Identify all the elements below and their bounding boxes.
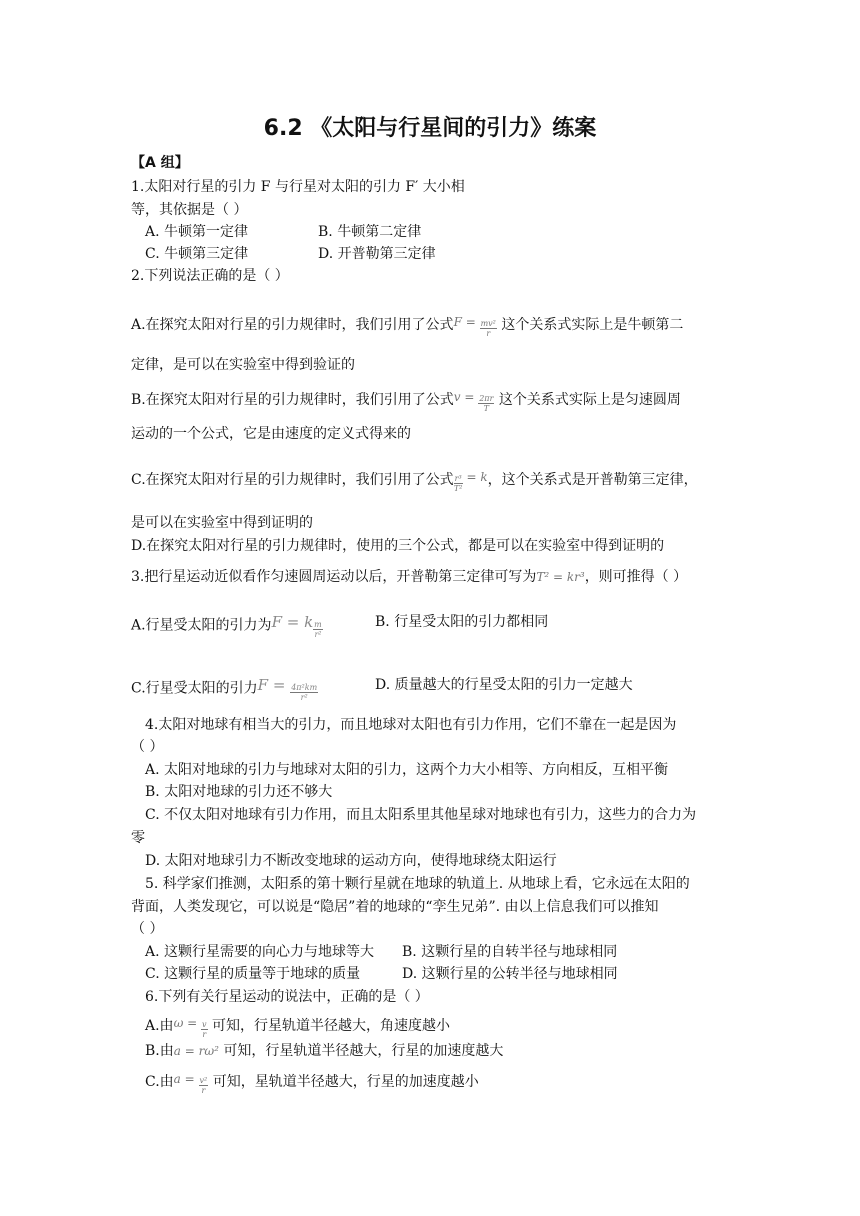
q2-a-text2: 这个关系式实际上是牛顿第二 bbox=[501, 317, 684, 333]
formula-f-mv2-over-r: F = $\frac{\text{mv²}}{r}$ bbox=[453, 315, 496, 338]
q6-option-c bbox=[145, 1069, 479, 1095]
q2-option-c-line2: 是可以在实验室中得到证明的 bbox=[131, 515, 313, 531]
q6-b-post: 可知，行星轨道半径越大，行星的加速度越大 bbox=[223, 1043, 504, 1059]
formula-v-2pir-over-t: v = $\frac{2\pi r}{T}$ bbox=[453, 390, 494, 413]
q2-option-b-line1 bbox=[131, 387, 681, 413]
formula-a-r-omega2: a = rω² bbox=[173, 1044, 219, 1058]
q4-option-c-line2: 零 bbox=[131, 830, 145, 846]
q2-stem: 2.下列说法正确的是（ ） bbox=[131, 268, 289, 284]
q6-option-b bbox=[145, 1041, 503, 1061]
q3-a-text: A.行星受太阳的引力为 bbox=[131, 617, 272, 634]
q1-option-c: C. 牛顿第三定律 bbox=[145, 246, 249, 262]
q2-c-text1: C.在探究太阳对行星的引力规律时，我们引用了公式 bbox=[131, 472, 454, 488]
formula-r3-over-t2-eq-k: $\frac{\text{r³}}{\text{T²}}$ = k bbox=[453, 470, 488, 493]
q6-a-pre: A.由 bbox=[145, 1018, 174, 1034]
q1-option-b: B. 牛顿第二定律 bbox=[318, 224, 422, 240]
q2-option-a-line2: 定律，是可以在实验室中得到验证的 bbox=[131, 357, 355, 373]
q3-option-b: B. 行星受太阳的引力都相同 bbox=[375, 614, 549, 630]
q4-option-a: A. 太阳对地球的引力与地球对太阳的引力，这两个力大小相等、方向相反，互相平衡 bbox=[145, 762, 669, 778]
q5-option-c: C. 这颗行星的质量等于地球的质量 bbox=[145, 966, 361, 982]
q3-stem-text1: 3.把行星运动近似看作匀速圆周运动以后，开普勒第三定律可写为 bbox=[131, 569, 537, 585]
q2-b-text1: B.在探究太阳对行星的引力规律时，我们引用了公式 bbox=[131, 392, 454, 408]
q3-stem-text2: ，则可推得（ ） bbox=[584, 569, 688, 585]
q2-option-c-line1 bbox=[131, 467, 698, 493]
q3-option-a bbox=[131, 612, 323, 639]
q3-stem bbox=[131, 567, 687, 587]
formula-t2-eq-kr3: T² = kr³ bbox=[536, 570, 585, 584]
q4-option-c-line1: C. 不仅太阳对地球有引力作用，而且太阳系里其他星球对地球也有引力，这些力的合力为 bbox=[145, 807, 697, 823]
formula-a-v2-over-r: a = $\frac{\text{v²}}{r}$ bbox=[173, 1072, 208, 1095]
q2-b-text2: 这个关系式实际上是匀速圆周 bbox=[498, 392, 681, 408]
q2-c-text2: ，这个关系式是开普勒第三定律， bbox=[487, 472, 698, 488]
q1-option-d: D. 开普勒第三定律 bbox=[318, 246, 436, 262]
q3-option-d: D. 质量越大的行星受太阳的引力一定越大 bbox=[375, 677, 633, 693]
q5-stem-line3: （ ） bbox=[131, 921, 164, 937]
q1-option-a: A. 牛顿第一定律 bbox=[145, 224, 249, 240]
q2-option-b-line2: 运动的一个公式，它是由速度的定义式得来的 bbox=[131, 426, 411, 442]
q4-option-d: D. 太阳对地球引力不断改变地球的运动方向，使得地球绕太阳运行 bbox=[145, 853, 557, 869]
formula-f-k-m-over-r2: F = k $\frac{m}{\text{r²}}$ bbox=[271, 613, 322, 639]
q6-c-pre: C.由 bbox=[145, 1074, 174, 1090]
q6-c-post: 可知，星轨道半径越大，行星的加速度越小 bbox=[212, 1074, 479, 1090]
q3-option-c bbox=[131, 675, 318, 702]
q5-option-d: D. 这颗行星的公转半径与地球相同 bbox=[402, 966, 618, 982]
q5-option-b: B. 这颗行星的自转半径与地球相同 bbox=[402, 944, 618, 960]
formula-f-4pi2km-over-r2: F = $\frac{\text{4π²km}}{\text{r²}}$ bbox=[257, 676, 318, 702]
q5-stem-line1: 5. 科学家们推测，太阳系的第十颗行星就在地球的轨道上. 从地球上看，它永远在太阳的 bbox=[145, 876, 690, 892]
q4-stem-line1: 4.太阳对地球有相当大的引力，而且地球对太阳也有引力作用，它们不靠在一起是因为 bbox=[145, 717, 677, 733]
q6-option-a bbox=[145, 1013, 450, 1039]
q6-b-pre: B.由 bbox=[145, 1043, 174, 1059]
q6-a-post: 可知，行星轨道半径越大，角速度越小 bbox=[212, 1018, 451, 1034]
q3-c-text: C.行星受太阳的引力 bbox=[131, 680, 258, 697]
q4-option-b: B. 太阳对地球的引力还不够大 bbox=[145, 784, 333, 800]
q2-option-a-line1 bbox=[131, 312, 683, 338]
q5-option-a: A. 这颗行星需要的向心力与地球等大 bbox=[145, 944, 375, 960]
q1-stem-line2: 等，其依据是（ ） bbox=[131, 202, 248, 218]
formula-omega-v-over-r: ω = $\frac{v}{r}$ bbox=[173, 1016, 207, 1039]
q1-stem-line1: 1.太阳对行星的引力 F 与行星对太阳的引力 F′ 大小相 bbox=[131, 179, 465, 195]
q2-a-text1: A.在探究太阳对行星的引力规律时，我们引用了公式 bbox=[131, 317, 454, 333]
q2-option-d: D.在探究太阳对行星的引力规律时，使用的三个公式，都是可以在实验室中得到证明的 bbox=[131, 538, 665, 554]
page-title: 6.2 《太阳与行星间的引力》练案 bbox=[263, 116, 597, 141]
q6-stem: 6.下列有关行星运动的说法中，正确的是（ ） bbox=[145, 989, 429, 1005]
q5-stem-line2: 背面，人类发现它，可以说是“隐居”着的地球的“孪生兄弟”. 由以上信息我们可以推知 bbox=[131, 899, 659, 915]
group-heading: 【A 组】 bbox=[131, 155, 189, 171]
q4-stem-line2: （ ） bbox=[131, 739, 164, 755]
